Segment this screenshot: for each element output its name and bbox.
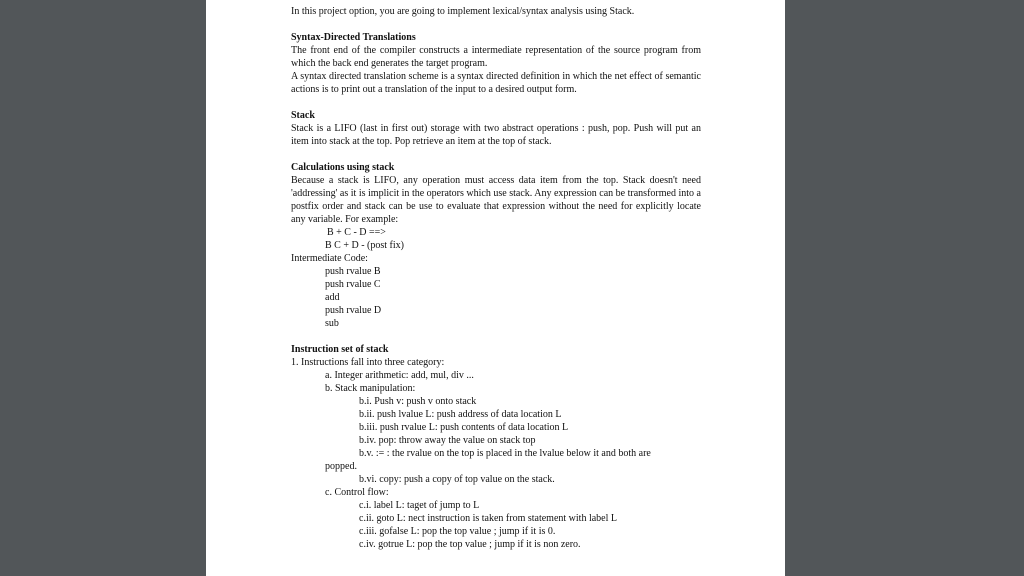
document-page [206, 0, 785, 576]
code-line: sub [325, 318, 339, 329]
heading-stack: Stack [291, 110, 315, 121]
stack-paragraph: Stack is a LIFO (last in first out) storage with two abstract operations : push, pop. Push will put an item into stack at the top. Pop retrieve an item at the top of stack. [291, 123, 701, 147]
sdt-paragraph-1: The front end of the compiler constructs a intermediate representation of the source program from which the back end generates the target program. [291, 45, 701, 69]
example-infix: B + C - D ==> [327, 227, 386, 238]
heading-calculations-using-stack: Calculations using stack [291, 162, 395, 173]
list-item-b: b. Stack manipulation: [325, 383, 416, 394]
code-line: push rvalue D [325, 305, 382, 316]
calc-paragraph: Because a stack is LIFO, any operation must access data item from the top. Stack doesn't need 'addressing' as it is implicit in the operators which use stack. Any expression can be transformed into a postfix order and stack can be use to evaluate that expression without the need for explicitly locate any variable. For example: [291, 175, 701, 225]
list-item-c: c. Control flow: [325, 487, 389, 498]
sdt-paragraph-2: A syntax directed translation scheme is a syntax directed definition in which the net effect of semantic actions is to print out a translation of the input to a desired output form. [291, 71, 701, 95]
list-subitem: b.ii. push lvalue L: push address of data location L [359, 409, 562, 420]
code-line: add [325, 292, 340, 303]
heading-instruction-set: Instruction set of stack [291, 344, 389, 355]
list-subitem: b.i. Push v: push v onto stack [359, 396, 477, 407]
list-subitem: b.iv. pop: throw away the value on stack top [359, 435, 536, 446]
list-subitem-continuation: popped. [325, 461, 357, 472]
heading-syntax-directed-translations: Syntax-Directed Translations [291, 32, 416, 43]
list-subitem: c.ii. goto L: nect instruction is taken from statement with label L [359, 513, 617, 524]
list-item-1: 1. Instructions fall into three category: [291, 357, 445, 368]
list-subitem: c.iii. gofalse L: pop the top value ; jump if it is 0. [359, 526, 556, 537]
code-line: push rvalue C [325, 279, 381, 290]
list-subitem: b.iii. push rvalue L: push contents of data location L [359, 422, 569, 433]
list-subitem: b.v. := : the rvalue on the top is placed in the lvalue below it and both are [359, 448, 651, 459]
intermediate-code-label: Intermediate Code: [291, 253, 368, 264]
list-subitem: c.i. label L: taget of jump to L [359, 500, 480, 511]
example-postfix: B C + D - (post fix) [325, 240, 404, 251]
list-subitem: c.iv. gotrue L: pop the top value ; jump if it is non zero. [359, 539, 581, 550]
page-content [291, 5, 701, 551]
list-subitem: b.vi. copy: push a copy of top value on the stack. [359, 474, 555, 485]
code-line: push rvalue B [325, 266, 381, 277]
intro-paragraph: In this project option, you are going to implement lexical/syntax analysis using Stack. [291, 6, 635, 17]
list-item-a: a. Integer arithmetic: add, mul, div ... [325, 370, 474, 381]
